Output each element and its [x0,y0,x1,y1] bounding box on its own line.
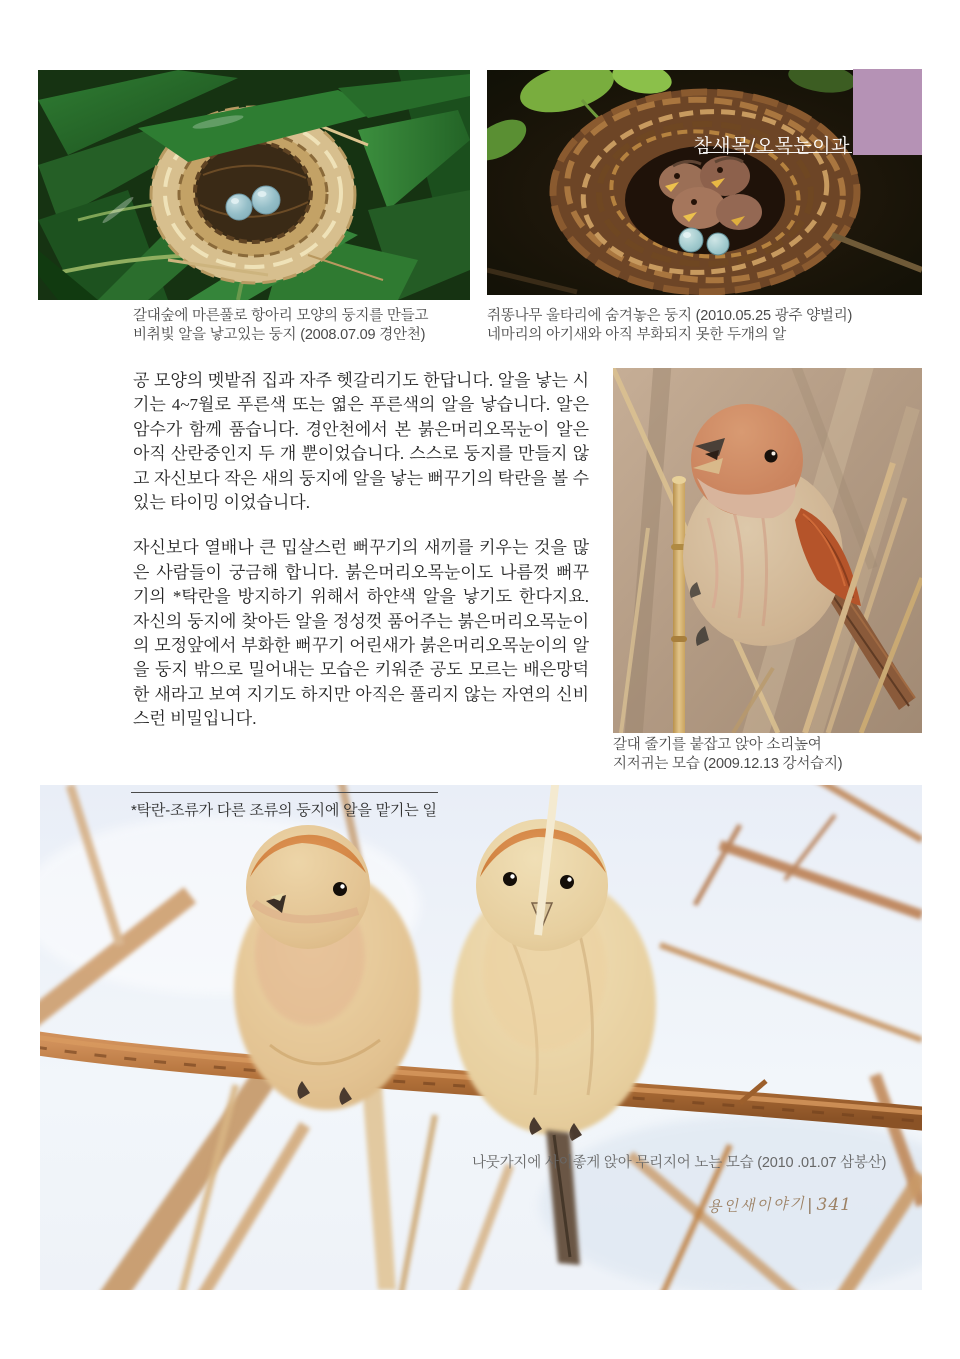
reed-nest-eggs-illustration [38,70,470,300]
book-title: 용인새이야기 [706,1194,807,1216]
caption-photo-right [487,307,852,345]
caption-bottom-photo: 나뭇가지에 사이좋게 앉아 무리지어 노는 모습 (2010 .01.07 삼봉산) [472,1155,887,1171]
caption-side-line2: 지저귀는 모습 (2009.12.13 강서습지) [613,756,843,772]
caption-side-line1: 갈대 줄기를 붙잡고 앉아 소리높여 [613,737,822,753]
caption-left-line1: 갈대숲에 마른풀로 항아리 모양의 둥지를 만들고 [133,308,429,324]
footer-separator: | [807,1195,813,1214]
body-text [133,369,589,753]
body-paragraph-2: 자신보다 열배나 큰 밉살스런 뻐꾸기의 새끼를 키우는 것을 많은 사람들이 궁금해 합니다. 붉은머리오목눈이도 나름껏 뻐꾸기의 *탁란을 방지하기 위해서 하얀색 알을 낳기도 한다지요. 자신의 둥지에 찾아든 알을 정성껏 품어주는 붉은머리오목눈이의 모정앞에서 부화한 뻐꾸기 어린새가 붉은머리오목눈이의 알을 둥지 밖으로 밀어내는 모습은 키워준 공도 모르는 배은망덕한 새라고 보여 지기도 하지만 아직은 풀리지 않는 자연의 신비스런 비밀입니다. [133,538,589,729]
caption-photo-left [133,307,428,345]
caption-left-line2: 비취빛 알을 낳고있는 둥지 (2008.07.09 경안천) [133,327,426,343]
body-paragraph-1: 공 모양의 멧밭쥐 집과 자주 헷갈리기도 한답니다. 알을 낳는 시기는 4~7월로 푸른색 또는 엷은 푸른색의 알을 낳습니다. 알은 암수가 함께 품습니다. 경안천에서 본 붉은머리오목눈이 알은 아직 산란중인지 두 개 뿐이었습니다. 스스로 둥지를 만들지 않고 자신보다 작은 새의 둥지에 알을 낳는 뻐꾸기의 탁란을 볼 수 있는 타이밍 이었습니다. [133,371,589,513]
photo-reed-nest-eggs [38,70,470,300]
parrotbill-singing-illustration [613,368,922,733]
caption-right-line2: 네마리의 아기새와 아직 부화되지 못한 두개의 알 [487,327,787,343]
footnote-text: *탁란-조류가 다른 조류의 둥지에 알을 맡기는 일 [131,802,437,819]
footnote-rule [131,792,438,793]
section-tab-color-block [853,69,922,155]
photo-parrotbill-singing [613,368,922,733]
caption-right-line1: 쥐똥나무 울타리에 숨겨놓은 둥지 (2010.05.25 광주 양벌리) [487,308,853,324]
page-number: 341 [816,1195,852,1215]
footnote [131,792,438,820]
section-tab-label: 참새목/오목눈이과 [693,136,850,157]
page-footer [707,1194,852,1215]
caption-side-photo [613,736,842,774]
